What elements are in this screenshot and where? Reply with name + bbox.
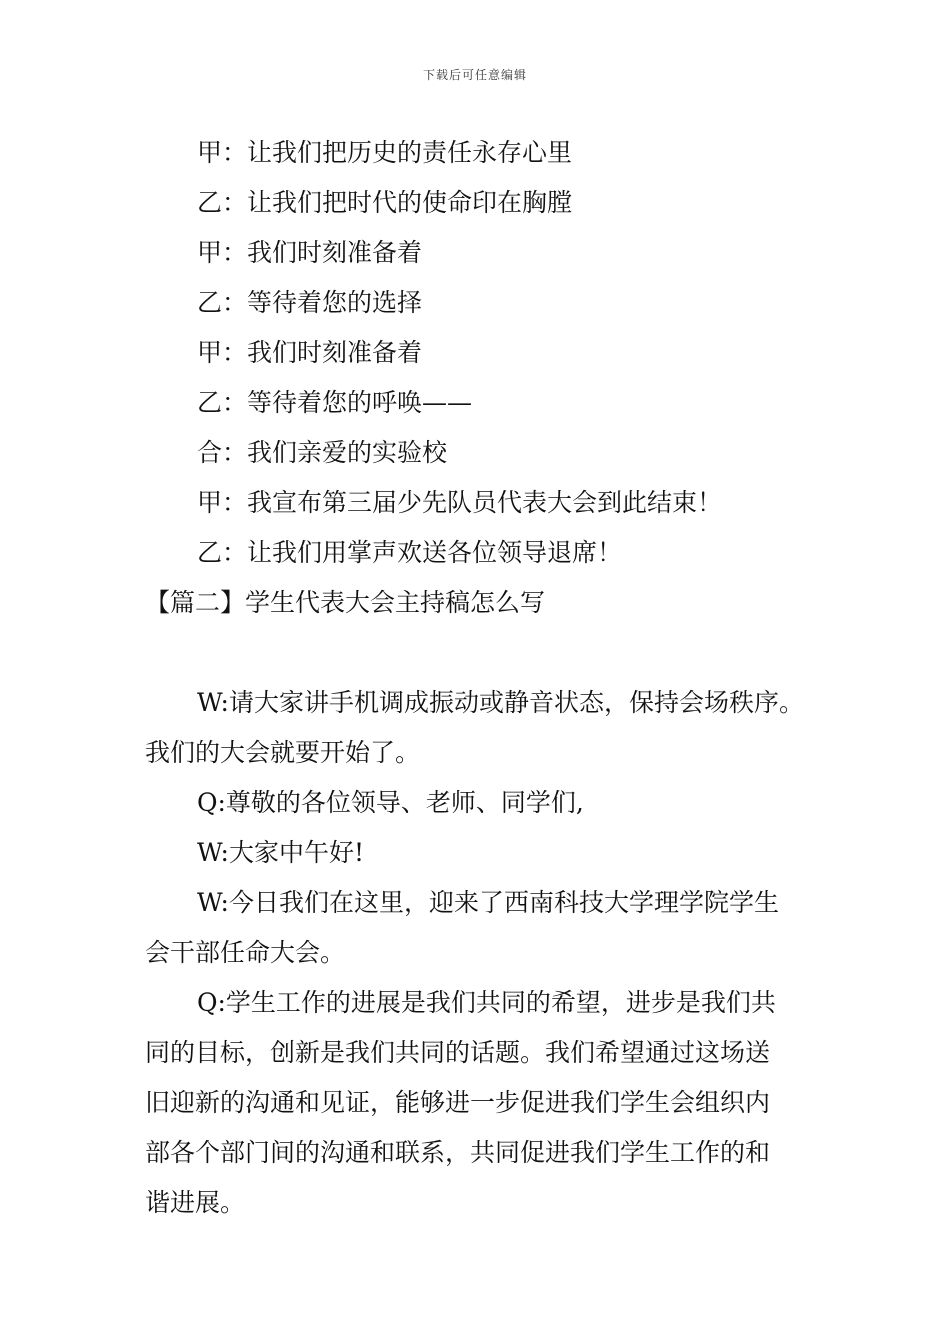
script-line: 同的目标，创新是我们共同的话题。我们希望通过这场送 bbox=[145, 1038, 771, 1067]
script-line: Q:尊敬的各位领导、老师、同学们, bbox=[197, 788, 584, 817]
script-line: 谐进展。 bbox=[145, 1188, 246, 1217]
dialogue-line: 合：我们亲爱的实验校 bbox=[197, 438, 448, 467]
header-note: 下载后可任意编辑 bbox=[422, 68, 527, 82]
dialogue-line: 乙：等待着您的呼唤—— bbox=[197, 388, 473, 417]
dialogue-line: 乙：等待着您的选择 bbox=[197, 288, 423, 317]
script-line: W:今日我们在这里，迎来了西南科技大学理学院学生 bbox=[197, 888, 779, 917]
script-line: Q:学生工作的进展是我们共同的希望，进步是我们共 bbox=[197, 988, 776, 1017]
script-line: 部各个部门间的沟通和联系，共同促进我们学生工作的和 bbox=[145, 1138, 771, 1167]
script-line: W:大家中午好! bbox=[197, 838, 364, 867]
dialogue-line: 甲：我们时刻准备着 bbox=[197, 238, 423, 267]
dialogue-line: 甲：我们时刻准备着 bbox=[197, 338, 423, 367]
dialogue-line: 乙：让我们用掌声欢送各位领导退席！ bbox=[197, 538, 623, 567]
script-line: 我们的大会就要开始了。 bbox=[145, 738, 421, 767]
dialogue-line: 甲：让我们把历史的责任永存心里 bbox=[197, 138, 573, 167]
script-line: W:请大家讲手机调成振动或静音状态，保持会场秩序。 bbox=[197, 688, 804, 717]
script-line: 会干部任命大会。 bbox=[145, 938, 346, 967]
script-line: 旧迎新的沟通和见证，能够进一步促进我们学生会组织内 bbox=[145, 1088, 771, 1117]
document-body bbox=[145, 128, 825, 1228]
section-gap bbox=[145, 628, 825, 678]
section-title: 【篇二】学生代表大会主持稿怎么写 bbox=[145, 588, 546, 617]
dialogue-line: 甲：我宣布第三届少先队员代表大会到此结束！ bbox=[197, 488, 723, 517]
dialogue-line: 乙：让我们把时代的使命印在胸膛 bbox=[197, 188, 573, 217]
